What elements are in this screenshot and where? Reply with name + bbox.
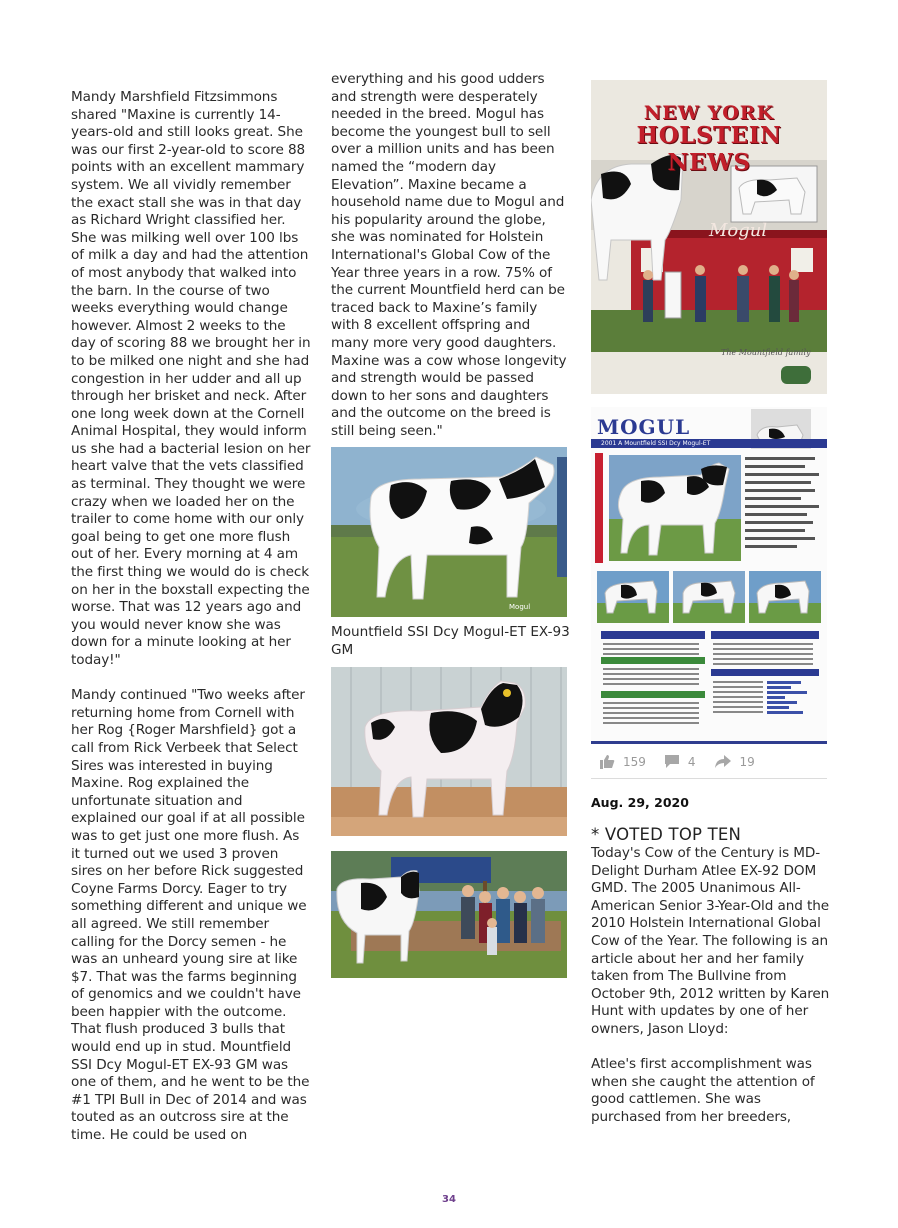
family-photo bbox=[331, 851, 567, 978]
svg-text:Mogul: Mogul bbox=[509, 603, 531, 611]
maxine-cow-photo bbox=[331, 667, 567, 836]
comment-button[interactable] bbox=[664, 754, 696, 769]
divider bbox=[591, 778, 827, 779]
magazine-cover-image bbox=[591, 80, 827, 394]
like-button[interactable] bbox=[599, 754, 646, 769]
post-date: Aug. 29, 2020 bbox=[591, 795, 689, 810]
cover-title-line2: HOLSTEIN NEWS bbox=[636, 122, 782, 176]
mogul-sire-sheet-image bbox=[591, 407, 827, 744]
paragraph-cow-of-century: Today's Cow of the Century is MD-Delight Durham Atlee EX-92 DOM GMD. The 2005 Unanimous All-American Senior 3-Year-Old and the 2010 Holstein International Global Cow of the Year. The following is an article about her and her family taken from The Bullvine from October 9th, 2012 written by Karen Hunt with updates by one of her owners, Jason Lloyd: bbox=[591, 845, 830, 1037]
cover-script-title: Mogul bbox=[709, 220, 768, 241]
paragraph-mandy-continued: Mandy continued "Two weeks after returning home from Cornell with her Rog {Roger Marshfield} got a call from Rick Verbeek that Select Sires was interested in buying Maxine. Rog explained the unfortunate situation and explained our goal if at all possible was to get just one more flush. As it turned out we used 3 proven sires on her before Rick suggested Coyne Farms Dorcy. Eager to try something different and unique we all agreed. We still remember calling for the Dorcy semen - he was an unheard young sire at like $7. That was the farms beginning of genomics and we couldn't have been happier with the outcome. That flush produced 3 bulls that would end up in stud. Mountfield SSI Dcy Mogul-ET EX-93 GM was one of them, and he went to be the #1 TPI Bull in Dec of 2014 and was touted as an outcross sire at the time. He could be used on bbox=[71, 687, 310, 1144]
thumbs-up-icon bbox=[599, 754, 615, 769]
comment-count: 4 bbox=[687, 754, 696, 769]
like-count: 159 bbox=[623, 754, 646, 769]
article-column-1 bbox=[71, 89, 311, 1145]
section-heading: * VOTED TOP TEN bbox=[591, 825, 742, 844]
share-arrow-icon bbox=[714, 754, 732, 769]
cover-title-line1: NEW YORK bbox=[643, 102, 775, 124]
paragraph-atlee: Atlee's first accomplishment was when she caught the attention of good cattlemen. She was purchased from her breeders, bbox=[591, 1056, 815, 1125]
paragraph-maxine-story: Mandy Marshfield Fitzsimmons shared "Maxine is currently 14-years-old and still looks great. She was our first 2-year-old to score 88 points with an excellent mammary system. We all vividly remember the exact stall she was in that day as Richard Wright classified her. She was milking well over 100 lbs of milk a day and had the attention of most anybody that walked into the barn. In the course of two weeks everything would change however. Almost 2 weeks to the day of scoring 88 we brought her in to be milked one night and she had congestion in her udder and all up through her brisket and neck. After one long week down at the Cornell Animal Hospital, they would inform us she had a bacterial lesion on her heart valve that the vets classified as terminal. They thought we were crazy when we loaded her on the trailer to come home with our only goal being to get one more flush out of her. Every morning at 4 am the first thing we would do is check on her in the boxstall expecting the worse. That was 12 years ago and you would never know she was down for a minute looking at her today!" bbox=[71, 89, 311, 668]
sheet-brand-title: MOGUL bbox=[597, 415, 691, 439]
article-column-2 bbox=[331, 71, 569, 440]
share-button[interactable] bbox=[714, 754, 755, 769]
comment-icon bbox=[664, 754, 680, 769]
cover-family-caption: The Mountfield family bbox=[721, 348, 811, 357]
sheet-title-band: 2001 A Mountfield SSI Dcy Mogul-ET bbox=[591, 439, 827, 448]
page-number: 34 bbox=[442, 1194, 456, 1205]
share-count: 19 bbox=[739, 754, 755, 769]
mogul-photo-caption: Mountfield SSI Dcy Mogul-ET EX-93 GM bbox=[331, 624, 570, 658]
social-bar bbox=[599, 754, 773, 769]
article-column-3 bbox=[591, 845, 831, 1127]
paragraph-mogul: everything and his good udders and strength were desperately needed in the breed. Mogul has become the youngest bull to sell over a million units and has been named the “modern day Elevation”. Maxine became a household name due to Mogul and his popularity around the globe, she was nominated for Holstein International's Global Cow of the Year three years in a row. 75% of the current Mountfield herd can be traced back to Maxine’s family with 8 excellent offspring and many more very good daughters. Maxine was a cow whose longevity and strength would be passed down to her sons and daughters and the outcome on the breed is still being seen." bbox=[331, 71, 567, 439]
mogul-bull-photo bbox=[331, 447, 567, 617]
